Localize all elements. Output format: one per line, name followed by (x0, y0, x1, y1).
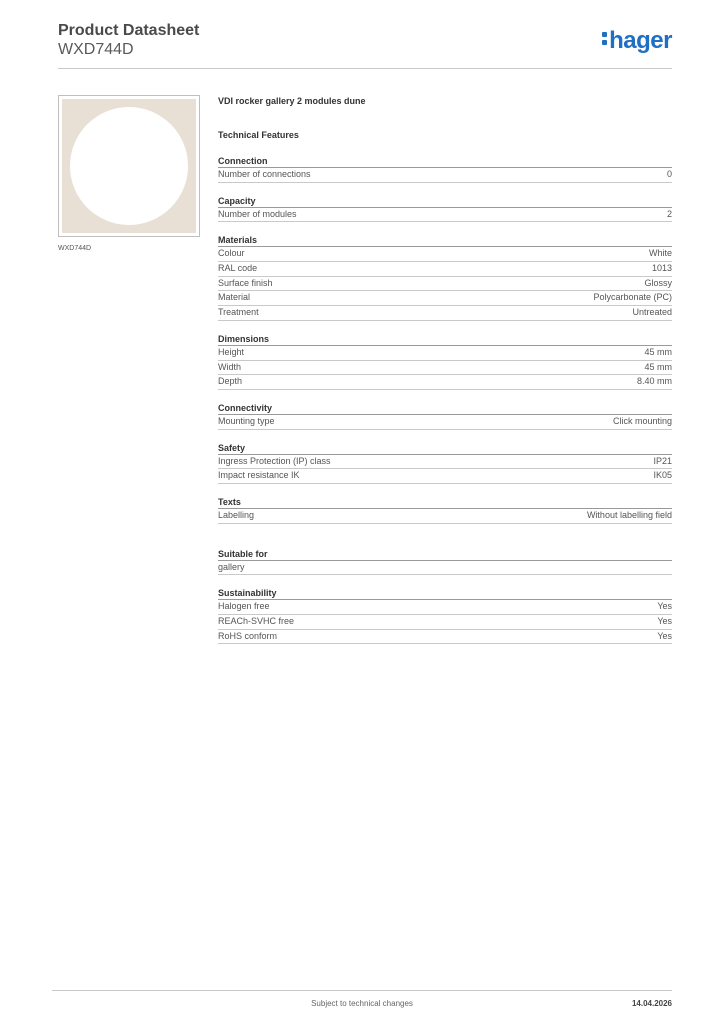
spec-row (218, 247, 672, 262)
spec-groups (218, 155, 672, 524)
spec-row (218, 375, 672, 390)
product-code: WXD744D (58, 41, 134, 58)
spec-value: 0 (666, 169, 672, 179)
spec-label: Number of connections (218, 169, 311, 179)
spec-group (218, 195, 672, 223)
spec-row (218, 208, 672, 223)
spec-row (218, 168, 672, 183)
spec-label: Halogen free (218, 601, 270, 612)
spec-label: Depth (218, 376, 243, 387)
spec-value: Polycarbonate (PC) (593, 292, 672, 303)
extra-sections (218, 548, 672, 645)
spec-label: Number of modules (218, 208, 297, 219)
spec-label: Labelling (218, 509, 255, 520)
logo-text: hager (609, 27, 672, 54)
spec-row (218, 262, 672, 277)
header-divider (58, 68, 672, 69)
spec-value: Glossy (644, 277, 672, 288)
spec-label: REACh-SVHC free (218, 616, 295, 626)
spec-value: 45 mm (644, 346, 672, 357)
product-image (58, 95, 200, 237)
spec-group (218, 587, 672, 644)
spec-label: RAL code (218, 263, 258, 274)
footer-date: 14.04.2026 (631, 999, 672, 1008)
spec-value: Untreated (632, 307, 672, 318)
page-header (58, 22, 672, 68)
spec-label: RoHS conform (218, 630, 278, 641)
spec-label: Colour (218, 248, 245, 259)
spec-group (218, 402, 672, 430)
spec-label: Surface finish (218, 277, 273, 288)
spec-row (218, 600, 672, 615)
spec-group (218, 548, 672, 576)
spec-value: Yes (657, 601, 672, 612)
spec-group (218, 234, 672, 320)
spec-row (218, 469, 672, 484)
group-title: Suitable for (218, 548, 672, 561)
spec-row (218, 509, 672, 524)
spec-value: 45 mm (644, 361, 672, 372)
technical-features-title: Technical Features (218, 130, 299, 140)
spec-row (218, 561, 672, 576)
spec-row (218, 306, 672, 321)
spec-value: 2 (666, 208, 672, 219)
spec-row (218, 630, 672, 645)
spec-label: Mounting type (218, 415, 275, 426)
spec-content (218, 95, 672, 644)
plate-opening (70, 107, 188, 225)
spec-value: Yes (657, 630, 672, 641)
spec-value: 1013 (651, 263, 672, 274)
spec-label: gallery (218, 561, 245, 572)
spec-value: Without labelling field (586, 509, 672, 520)
image-caption: WXD744D (58, 245, 92, 252)
spec-label: Material (218, 292, 251, 303)
spec-value: IP21 (653, 455, 672, 466)
spec-value: IK05 (653, 470, 672, 481)
document-title: Product Datasheet (58, 22, 200, 39)
spec-row (218, 361, 672, 376)
spec-group (218, 496, 672, 524)
spec-label: Impact resistance IK (218, 470, 300, 481)
footer-divider (52, 990, 672, 991)
footer-note: Subject to technical changes (311, 999, 413, 1008)
group-title: Connection (218, 155, 672, 168)
spec-label: Width (218, 361, 242, 372)
spec-value: White (648, 248, 672, 259)
spec-row (218, 277, 672, 292)
group-title: Materials (218, 234, 672, 247)
spec-label: Ingress Protection (IP) class (218, 455, 331, 466)
spec-group (218, 442, 672, 484)
group-title: Safety (218, 442, 672, 455)
spec-value: 8.40 mm (636, 376, 672, 387)
group-title: Dimensions (218, 333, 672, 346)
group-title: Texts (218, 496, 672, 509)
spec-group (218, 155, 672, 183)
spec-value: Yes (657, 616, 672, 626)
group-title: Sustainability (218, 587, 672, 600)
spec-label: Treatment (218, 307, 259, 318)
group-title: Capacity (218, 195, 672, 208)
spec-row (218, 455, 672, 470)
product-name: VDI rocker gallery 2 modules dune (218, 96, 366, 106)
spec-group (218, 333, 672, 390)
spec-row (218, 415, 672, 430)
spec-row (218, 615, 672, 630)
hager-logo (602, 28, 672, 54)
spec-row (218, 291, 672, 306)
cover-plate (62, 99, 196, 233)
spec-label: Height (218, 346, 245, 357)
spec-row (218, 346, 672, 361)
logo-dots-icon (602, 32, 607, 46)
group-title: Connectivity (218, 402, 672, 415)
spec-value: Click mounting (612, 415, 672, 426)
